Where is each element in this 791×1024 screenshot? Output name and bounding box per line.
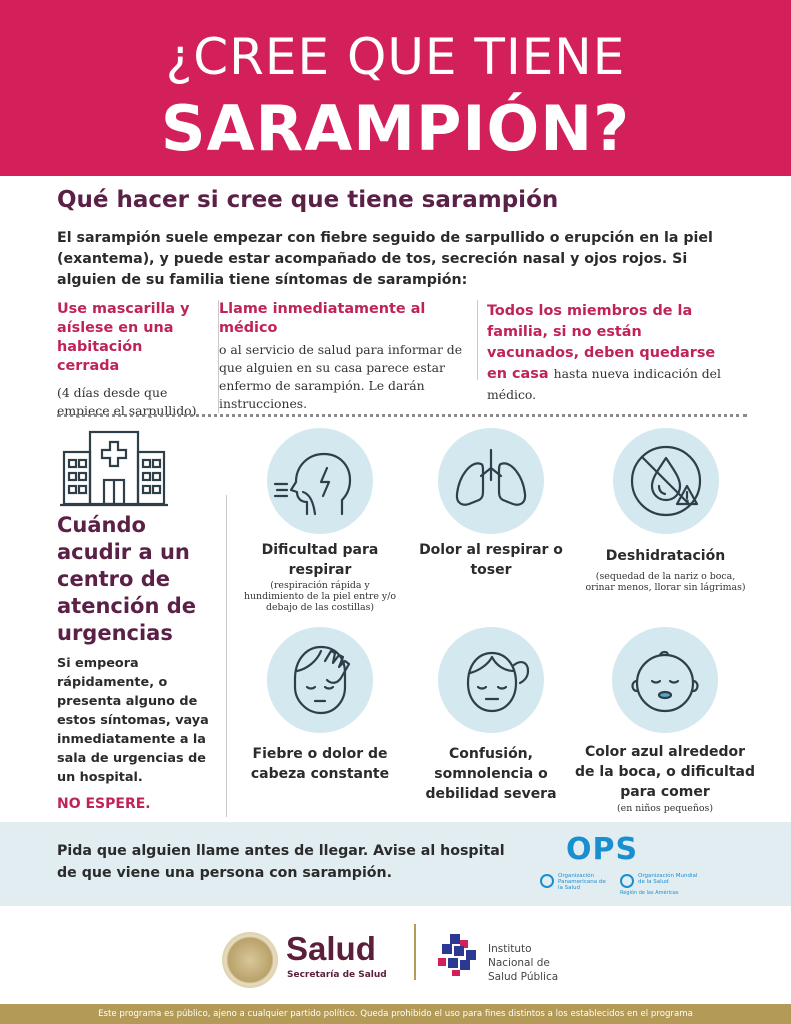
- lungs-icon: [438, 428, 544, 534]
- logo-divider: [414, 924, 416, 980]
- action-call-doctor: [218, 300, 468, 413]
- symptom-blue-lips-label: Color azul alrededor de la boca, o dificultad para comer: [575, 744, 756, 800]
- salud-wordmark: Salud: [286, 930, 376, 967]
- action-call-head: Llame inmediatamente al médico: [219, 301, 426, 336]
- ops-sub-region: Región de las Américas: [620, 890, 679, 896]
- ops-wordmark: OPS: [566, 832, 639, 867]
- symptom-dehydration-label: Deshidratación: [605, 548, 726, 564]
- column-divider: [226, 495, 227, 817]
- ops-sub-who: Organización Mundial de la Salud: [638, 873, 698, 885]
- urgent-body: Si empeora rápidamente, o presenta alguno de estos síntomas, vaya inmediatamente a la sala de urgencias de un hospital.: [57, 656, 209, 785]
- symptom-breathing-label: Dificultad para respirar: [261, 542, 379, 578]
- symptom-pain-label: Dolor al respirar o toser: [419, 542, 563, 578]
- symptom-fever: [240, 627, 400, 817]
- drowsy-child-icon: [438, 627, 544, 733]
- symptom-blue-lips: [575, 627, 755, 822]
- legal-footer: Este programa es público, ajeno a cualquier partido político. Queda prohibido el uso para fines distintos a los establecidos en el programa: [0, 1004, 791, 1024]
- urgent-title: Cuándo acudir a un centro de atención de urgencias: [57, 513, 197, 645]
- symptom-fever-label: Fiebre o dolor de cabeza constante: [250, 746, 390, 782]
- action-call-body: o al servicio de salud para informar de que alguien en su casa parece estar enfermo de sarampión. Le darán instrucciones.: [219, 342, 463, 411]
- baby-blue-lips-icon: [612, 627, 718, 733]
- action-isolate-head: Use mascarilla y aíslese en una habitación cerrada: [57, 301, 190, 374]
- action-isolate-body: (4 días desde que empiece el sarpullido): [57, 385, 197, 418]
- insp-name: Instituto Nacional de Salud Pública: [488, 943, 559, 983]
- breathing-difficulty-icon: [267, 428, 373, 534]
- paho-emblem-icon: [540, 874, 554, 888]
- dehydration-icon: [613, 428, 719, 534]
- intro-paragraph: El sarampión suele empezar con fiebre seguido de sarpullido o erupción en la piel (exantema), y puede estar acompañado de tos, secreción nasal y ojos rojos. Si alguien de su familia tiene síntomas de sarampión:: [57, 230, 713, 288]
- symptom-breathing: [240, 428, 400, 628]
- action-stay-body: hasta nueva indicación del médico.: [487, 366, 721, 402]
- advice-band: [0, 822, 791, 906]
- ops-sub-paho: Organización Panamericana de la Salud: [558, 873, 606, 891]
- dotted-divider: [57, 414, 747, 417]
- symptom-pain-breathing: [411, 428, 571, 628]
- fever-headache-icon: [267, 627, 373, 733]
- symptom-confusion-label: Confusión, somnolencia o debilidad severa: [425, 746, 557, 802]
- action-stay-home: [477, 300, 737, 402]
- symptom-blue-lips-note: (en niños pequeños): [616, 803, 714, 814]
- no-espere-label: NO ESPERE.: [57, 796, 151, 812]
- action-isolate: [57, 300, 209, 420]
- action-stay-head: Todos los miembros de la familia, si no están vacunados, deben quedarse en casa: [487, 303, 716, 382]
- poster-header: [0, 0, 791, 176]
- hospital-icon: [60, 428, 168, 508]
- sponsor-logos: [0, 912, 791, 1004]
- symptom-confusion: [411, 627, 571, 817]
- section-title: Qué hacer si cree que tiene sarampión: [57, 187, 559, 213]
- header-line-2: SARAMPIÓN?: [160, 92, 631, 165]
- salud-subtitle: Secretaría de Salud: [287, 970, 387, 980]
- advice-text: Pida que alguien llame antes de llegar. Avise al hospital de que viene una persona con sarampión.: [57, 843, 505, 881]
- insp-logo-icon: [436, 932, 482, 978]
- mexico-seal-icon: [222, 932, 278, 988]
- ops-logo: [540, 832, 720, 898]
- symptom-dehydration: [583, 428, 748, 628]
- header-line-1: ¿CREE QUE TIENE: [165, 28, 626, 86]
- symptom-breathing-note: (respiración rápida y hundimiento de la piel entre y/o debajo de las costillas): [243, 580, 397, 613]
- who-emblem-icon: [620, 874, 634, 888]
- symptom-dehydration-note: (sequedad de la nariz o boca, orinar menos, llorar sin lágrimas): [585, 571, 746, 593]
